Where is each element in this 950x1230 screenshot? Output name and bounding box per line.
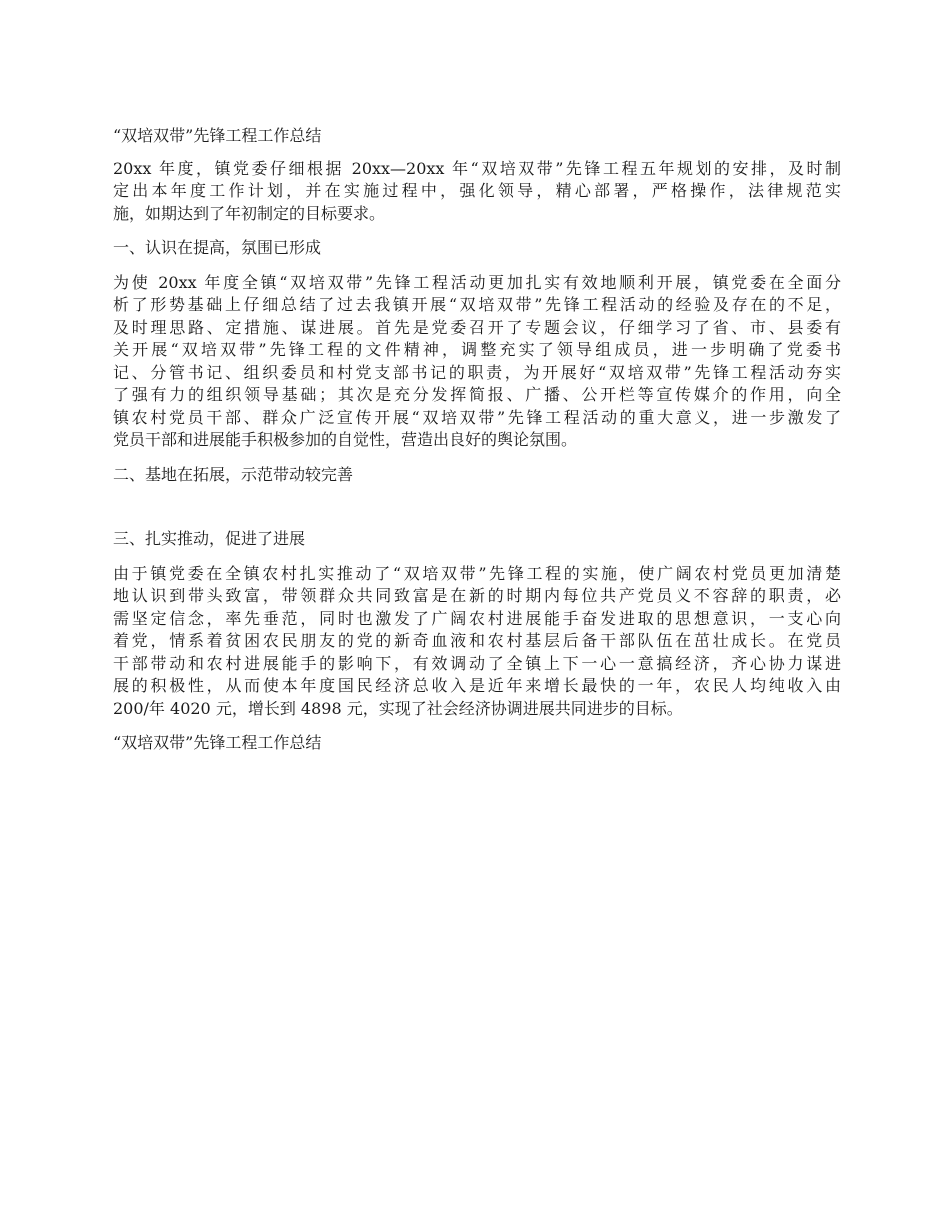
text-line: 着党，情系着贫困农民朋友的党的新奇血液和农村基层后备干部队伍在茁壮成长。在党员 xyxy=(113,631,841,650)
section3-paragraph xyxy=(113,563,841,721)
text-line: 镇农村党员干部、群众广泛宣传开展“双培双带”先锋工程活动的重大意义，进一步激发了 xyxy=(113,407,841,427)
text-line: 党员干部和进展能手积极参加的自觉性，营造出良好的舆论氛围。 xyxy=(113,430,578,449)
heading-text: 一、认识在提高，氛围已形成 xyxy=(113,238,322,257)
text-line: 及时理思路、定措施、谋进展。首先是党委召开了专题会议，仔细学习了省、市、县委有 xyxy=(113,317,841,337)
document-title xyxy=(113,125,841,148)
intro-paragraph xyxy=(113,158,841,226)
text-line: 了强有力的组织领导基础；其次是充分发挥简报、广播、公开栏等宣传媒介的作用，向全 xyxy=(113,385,841,404)
footer-title-text: “双培双带”先锋工程工作总结 xyxy=(113,733,322,752)
heading-text: 二、基地在拓展，示范带动较完善 xyxy=(113,464,354,484)
text-line: 展的积极性，从而使本年度国民经济总收入是近年来增长最快的一年，农民人均纯收入由 xyxy=(113,676,841,695)
text-line: 200/年 4020 元，增长到 4898 元，实现了社会经济协调进展共同进步的目标。 xyxy=(113,698,683,718)
text-line: 析了形势基础上仔细总结了过去我镇开展“双培双带”先锋工程活动的经验及存在的不足， xyxy=(113,295,841,314)
text-line: 由于镇党委在全镇农村扎实推动了“双培双带”先锋工程的实施，使广阔农村党员更加清楚 xyxy=(113,563,841,583)
text-line: 记、分管书记、组织委员和村党支部书记的职责，为开展好“双培双带”先锋工程活动夯实 xyxy=(113,362,841,382)
document-body xyxy=(113,125,841,765)
text-line: 施，如期达到了年初制定的目标要求。 xyxy=(113,203,386,223)
heading-text: 三、扎实推动，促进了进展 xyxy=(113,529,306,548)
footer-title xyxy=(113,732,841,755)
text-line: 为使 20xx 年度全镇“双培双带”先锋工程活动更加扎实有效地顺利开展，镇党委在全面分 xyxy=(113,272,841,292)
section1-paragraph xyxy=(113,272,841,452)
section2-heading xyxy=(113,464,841,487)
text-line: 地认识到带头致富，带领群众共同致富是在新的时期内每位共产党员义不容辞的职责，必 xyxy=(113,586,841,605)
text-line: 干部带动和农村进展能手的影响下，有效调动了全镇上下一心一意搞经济，齐心协力谋进 xyxy=(113,653,841,673)
title-text: “双培双带”先锋工程工作总结 xyxy=(113,126,322,145)
text-line: 定出本年度工作计划，并在实施过程中，强化领导，精心部署，严格操作，法律规范实 xyxy=(113,181,841,200)
text-line: 关开展“双培双带”先锋工程的文件精神，调整充实了领导组成员，进一步明确了党委书 xyxy=(113,340,841,359)
section3-heading xyxy=(113,528,841,551)
text-line: 20xx 年度，镇党委仔细根据 20xx—20xx 年“双培双带”先锋工程五年规划的安排，及时制 xyxy=(113,158,841,178)
text-line: 需坚定信念，率先垂范，同时也激发了广阔农村进展能手奋发进取的思想意识，一支心向 xyxy=(113,608,841,628)
section1-heading xyxy=(113,237,841,260)
blank-space xyxy=(113,498,841,528)
